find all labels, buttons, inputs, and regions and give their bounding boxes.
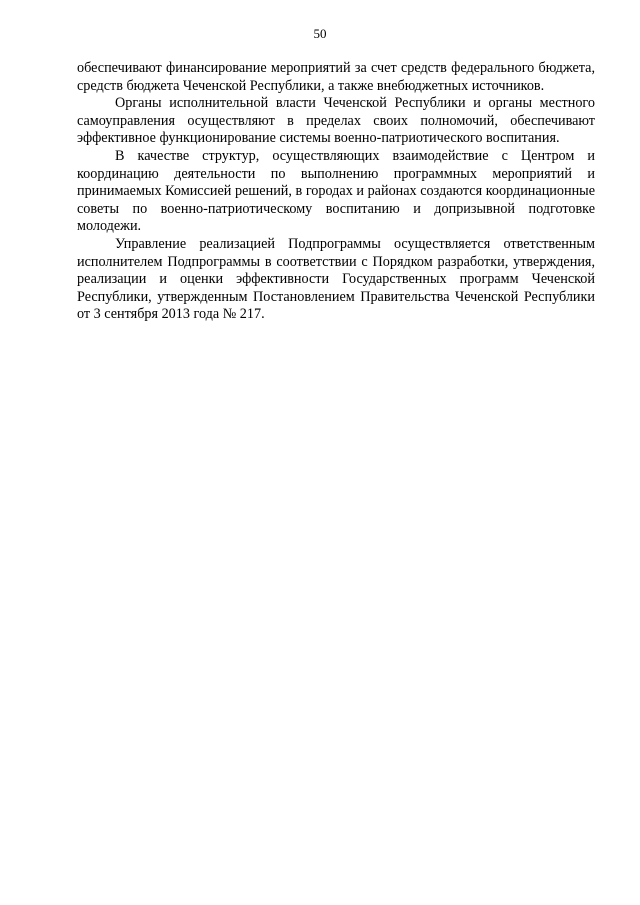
paragraph-coordination-councils: В качестве структур, осуществляющих взаимодействие с Центром и координацию деятельности по выполнению программных мероприятий и принимаемых Комиссией решений, в городах и районах создаются координационные советы по военно-патриотическому воспитанию и допризывной подготовке молодежи. bbox=[77, 147, 595, 235]
paragraph-authorities: Органы исполнительной власти Чеченской Республики и органы местного самоуправления осуществляют в пределах своих полномочий, обеспечивают эффективное функционирование системы военно-патриотического воспитания. bbox=[77, 95, 595, 147]
document-body bbox=[77, 60, 595, 324]
page-number: 50 bbox=[313, 26, 327, 41]
paragraph-continuation: обеспечивают финансирование мероприятий за счет средств федерального бюджета, средств бюджета Чеченской Республики, а также внебюджетных источников. bbox=[77, 60, 595, 94]
paragraph-management: Управление реализацией Подпрограммы осуществляется ответственным исполнителем Подпрограммы в соответствии с Порядком разработки, утверждения, реализации и оценки эффективности Государственных программ Чеченской Республики, утвержденным Постановлением Правительства Чеченской Республики от 3 сентября 2013 года № 217. bbox=[77, 235, 595, 323]
